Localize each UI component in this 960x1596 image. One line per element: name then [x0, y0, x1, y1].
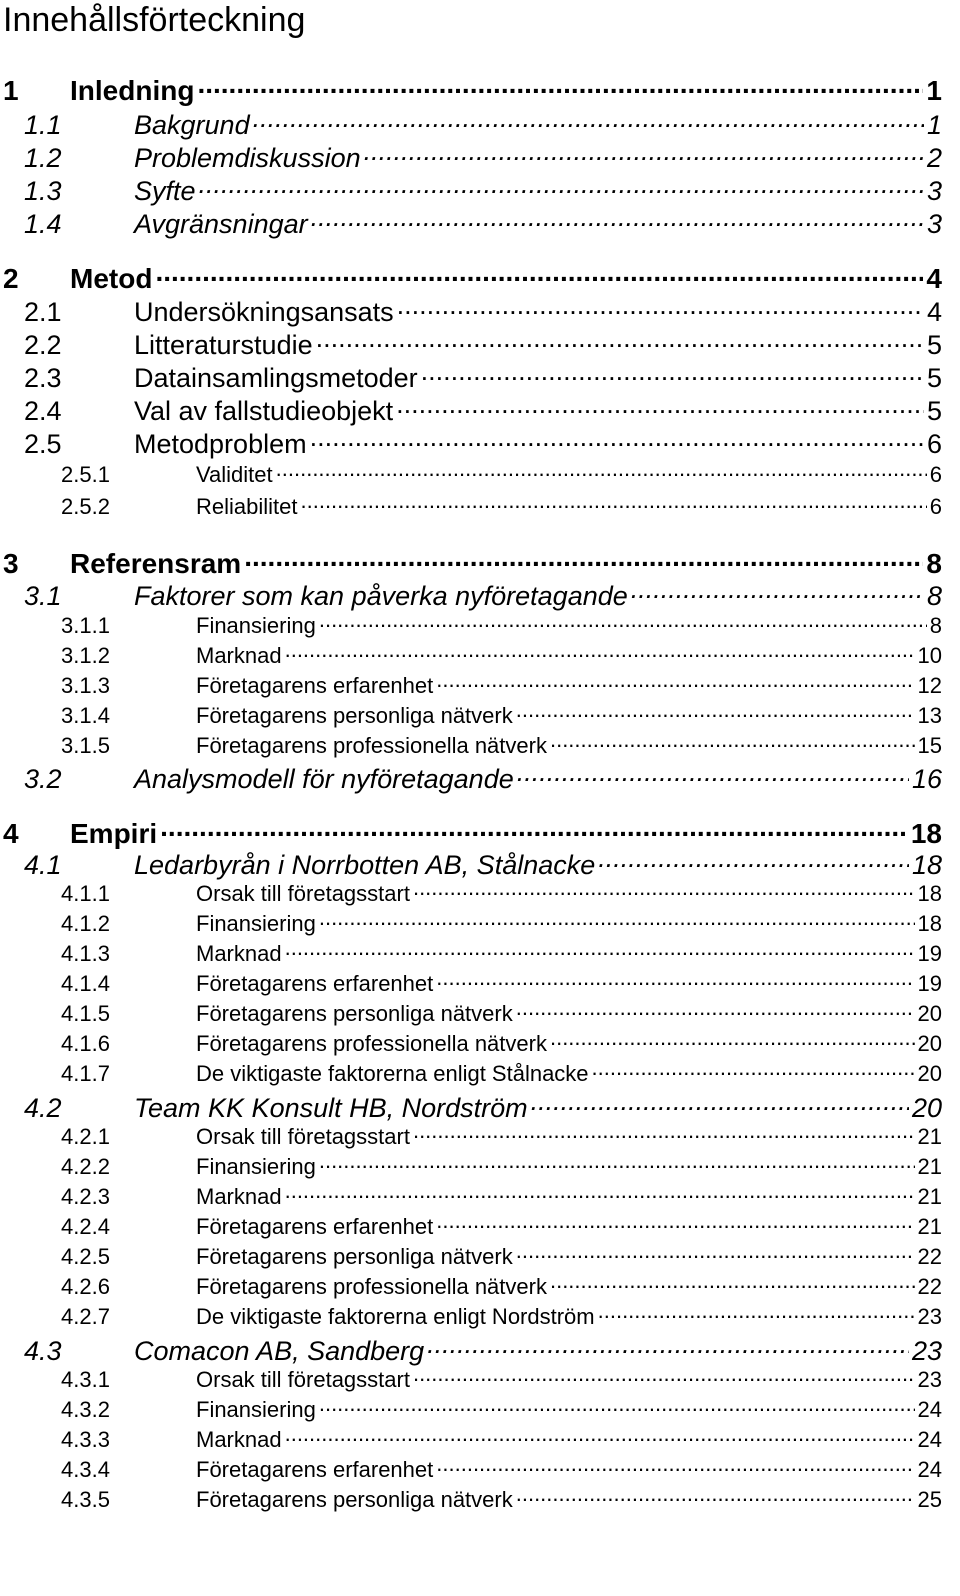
toc-entry-page: 23: [917, 1367, 942, 1392]
dot-leader: [531, 1090, 909, 1117]
toc-entry-number: 4.2.2: [61, 1154, 110, 1179]
toc-entry-page: 3: [926, 176, 942, 206]
toc-entry-page: 23: [911, 1336, 942, 1366]
dot-leader: [631, 578, 924, 605]
toc-entry-page: 15: [917, 733, 942, 758]
toc-entry[interactable]: [61, 969, 942, 997]
toc-entry-page: 5: [926, 396, 942, 426]
toc-entry-number: 4.2.6: [61, 1274, 110, 1299]
toc-entry[interactable]: [3, 260, 942, 294]
toc-entry-title: Finansiering: [196, 1397, 316, 1422]
dot-leader: [550, 1029, 915, 1051]
dot-leader: [301, 492, 927, 514]
toc-entry-title: Företagarens erfarenhet: [196, 971, 434, 996]
dot-leader: [550, 1272, 915, 1294]
toc-entry-number: 4.2.7: [61, 1304, 110, 1329]
dot-leader: [319, 909, 915, 931]
toc-entry-page: 8: [929, 613, 942, 638]
dot-leader: [160, 815, 908, 843]
toc-entry-page: 8: [926, 581, 942, 611]
dot-leader: [550, 731, 915, 753]
toc-entry[interactable]: [24, 140, 942, 172]
toc-entry-number: 1.3: [24, 176, 62, 206]
toc-entry[interactable]: [61, 1485, 942, 1513]
toc-entry-page: 5: [926, 330, 942, 360]
toc-entry[interactable]: [3, 545, 942, 579]
toc-entry-page: 21: [917, 1124, 942, 1149]
toc-entry-number: 4.1.3: [61, 941, 110, 966]
toc-entry-title: Metodproblem: [134, 429, 307, 459]
dot-leader: [421, 360, 924, 387]
toc-entry-page: 24: [917, 1457, 942, 1482]
toc-entry-title: Företagarens professionella nätverk: [196, 733, 547, 758]
toc-entry-title: Empiri: [70, 818, 158, 849]
dot-leader: [155, 260, 923, 288]
toc-entry-number: 1.2: [24, 143, 62, 173]
dot-leader: [310, 426, 924, 453]
toc-entry[interactable]: [24, 1333, 942, 1365]
toc-entry-title: Finansiering: [196, 1154, 316, 1179]
toc-entry-page: 21: [917, 1214, 942, 1239]
toc-entry-number: 4.1.2: [61, 911, 110, 936]
toc-entry-page: 20: [917, 1001, 942, 1026]
toc-entry-page: 16: [911, 764, 942, 794]
dot-leader: [396, 393, 924, 420]
toc-entry-title: Validitet: [196, 462, 273, 487]
toc-entry[interactable]: [61, 1242, 942, 1270]
toc-entry-number: 3.1.5: [61, 733, 110, 758]
dot-leader: [516, 1242, 915, 1264]
toc-entry-number: 3.1.3: [61, 673, 110, 698]
dot-leader: [285, 939, 915, 961]
toc-entry-page: 19: [917, 971, 942, 996]
toc-entry[interactable]: [61, 879, 942, 907]
dot-leader: [285, 641, 915, 663]
toc-entry-number: 1.4: [24, 209, 62, 239]
toc-entry-title: Företagarens personliga nätverk: [196, 1001, 513, 1026]
toc-entry-title: Marknad: [196, 643, 282, 668]
toc-entry-title: Avgränsningar: [134, 209, 308, 239]
toc-entry-page: 6: [929, 494, 942, 519]
toc-entry-number: 2.5: [24, 429, 62, 459]
toc-entry-number: 4.1.1: [61, 881, 110, 906]
dot-leader: [516, 1485, 915, 1507]
toc-entry-number: 2: [3, 263, 19, 294]
dot-leader: [517, 761, 909, 788]
toc-entry-title: Bakgrund: [134, 110, 250, 140]
toc-entry-page: 22: [917, 1244, 942, 1269]
toc-entry[interactable]: [24, 107, 942, 139]
toc-entry[interactable]: [61, 492, 942, 520]
toc-entry[interactable]: [24, 206, 942, 238]
toc-entry-title: Ledarbyrån i Norrbotten AB, Stålnacke: [134, 850, 596, 880]
toc-entry-title: Företagarens erfarenhet: [196, 1214, 434, 1239]
toc-entry-page: 10: [917, 643, 942, 668]
toc-entry-title: De viktigaste faktorerna enligt Stålnacke: [196, 1061, 589, 1086]
toc-entry-page: 6: [929, 462, 942, 487]
toc-entry-page: 20: [917, 1061, 942, 1086]
toc-entry-page: 12: [917, 673, 942, 698]
dot-leader: [285, 1425, 915, 1447]
toc-entry-page: 19: [917, 941, 942, 966]
toc-entry-title: Faktorer som kan påverka nyföretagande: [134, 581, 628, 611]
toc-entry-number: 2.5.1: [61, 462, 110, 487]
toc-entry-number: 3.1: [24, 581, 62, 611]
dot-leader: [253, 107, 924, 134]
toc-entry[interactable]: [61, 1059, 942, 1087]
toc-entry[interactable]: [61, 1365, 942, 1393]
dot-leader: [319, 611, 927, 633]
toc-entry-title: Analysmodell för nyföretagande: [134, 764, 514, 794]
toc-entry[interactable]: [3, 815, 942, 849]
toc-entry[interactable]: [61, 1302, 942, 1330]
toc-entry[interactable]: [61, 1029, 942, 1057]
toc-entry-title: Företagarens personliga nätverk: [196, 703, 513, 728]
toc-entry-page: 5: [926, 363, 942, 393]
toc-entry[interactable]: [61, 1425, 942, 1453]
toc-entry-title: Marknad: [196, 1184, 282, 1209]
toc-entry-page: 20: [917, 1031, 942, 1056]
toc-entry-number: 4.2.3: [61, 1184, 110, 1209]
toc-entry-title: Företagarens erfarenhet: [196, 673, 434, 698]
toc-entry-number: 2.4: [24, 396, 62, 426]
dot-leader: [598, 847, 909, 874]
toc-entry-number: 4.1: [24, 850, 62, 880]
toc-entry-title: De viktigaste faktorerna enligt Nordström: [196, 1304, 595, 1329]
toc-entry-number: 3: [3, 548, 19, 579]
dot-leader: [413, 1365, 915, 1387]
toc-entry-number: 2.1: [24, 297, 62, 327]
dot-leader: [427, 1333, 909, 1360]
toc-entry-number: 2.3: [24, 363, 62, 393]
toc-entry-page: 4: [926, 297, 942, 327]
toc-entry-title: Företagarens personliga nätverk: [196, 1244, 513, 1269]
toc-entry-number: 4.3.2: [61, 1397, 110, 1422]
toc-entry-page: 21: [917, 1184, 942, 1209]
toc-entry-number: 1.1: [24, 110, 62, 140]
toc-entry-page: 23: [917, 1304, 942, 1329]
toc-entry-page: 24: [917, 1397, 942, 1422]
toc-entry-page: 24: [917, 1427, 942, 1452]
dot-leader: [598, 1302, 915, 1324]
toc-entry-page: 6: [926, 429, 942, 459]
toc-entry-title: Datainsamlingsmetoder: [134, 363, 418, 393]
toc-entry[interactable]: [61, 731, 942, 759]
toc-entry-title: Marknad: [196, 1427, 282, 1452]
page-title: Innehållsförteckning: [3, 1, 306, 39]
toc-entry-number: 4.1.7: [61, 1061, 110, 1086]
dot-leader: [316, 327, 924, 354]
toc-entry-number: 4.3.4: [61, 1457, 110, 1482]
toc-entry-page: 22: [917, 1274, 942, 1299]
toc-entry-number: 3.1.2: [61, 643, 110, 668]
toc-entry[interactable]: [61, 611, 942, 639]
dot-leader: [436, 969, 914, 991]
toc-entry-page: 13: [917, 703, 942, 728]
toc-entry-title: Företagarens personliga nätverk: [196, 1487, 513, 1512]
toc-entry-page: 2: [926, 143, 942, 173]
toc-entry-title: Team KK Konsult HB, Nordström: [134, 1093, 528, 1123]
toc-entry-page: 25: [917, 1487, 942, 1512]
toc-entry-page: 18: [910, 818, 942, 849]
dot-leader: [199, 173, 924, 200]
toc-entry-number: 4.3.3: [61, 1427, 110, 1452]
toc-entry-number: 4: [3, 818, 19, 849]
toc-entry-title: Referensram: [70, 548, 242, 579]
toc-entry[interactable]: [61, 641, 942, 669]
dot-leader: [397, 294, 924, 321]
toc-entry-title: Undersökningsansats: [134, 297, 394, 327]
toc-entry-number: 2.2: [24, 330, 62, 360]
toc-entry-page: 18: [911, 850, 942, 880]
dot-leader: [592, 1059, 915, 1081]
toc-entry[interactable]: [61, 1455, 942, 1483]
toc-entry-page: 20: [911, 1093, 942, 1123]
toc-entry-title: Reliabilitet: [196, 494, 298, 519]
toc-entry-page: 4: [926, 263, 942, 294]
toc-entry[interactable]: [24, 426, 942, 458]
toc-entry[interactable]: [61, 1152, 942, 1180]
toc-entry-title: Företagarens erfarenhet: [196, 1457, 434, 1482]
toc-entry-number: 3.1.4: [61, 703, 110, 728]
toc-entry-number: 4.2.5: [61, 1244, 110, 1269]
dot-leader: [285, 1182, 915, 1204]
toc-entry-number: 1: [3, 75, 19, 106]
toc-entry[interactable]: [61, 671, 942, 699]
toc-entry-number: 4.2: [24, 1093, 62, 1123]
toc-entry-number: 4.1.5: [61, 1001, 110, 1026]
toc-entry-page: 8: [926, 548, 942, 579]
toc-entry-title: Syfte: [134, 176, 196, 206]
toc-entry[interactable]: [61, 1272, 942, 1300]
toc-entry-number: 4.2.1: [61, 1124, 110, 1149]
dot-leader: [364, 140, 924, 167]
toc-entry-title: Litteraturstudie: [134, 330, 313, 360]
toc-entry[interactable]: [24, 578, 942, 610]
toc-entry[interactable]: [61, 460, 942, 488]
toc-entry-page: 18: [917, 911, 942, 936]
toc-entry[interactable]: [24, 327, 942, 359]
toc-entry-title: Finansiering: [196, 911, 316, 936]
toc-entry[interactable]: [61, 1212, 942, 1240]
dot-leader: [311, 206, 924, 233]
toc-entry-page: 1: [926, 75, 942, 106]
toc-entry[interactable]: [24, 761, 942, 793]
toc-entry-number: 4.1.4: [61, 971, 110, 996]
dot-leader: [436, 671, 914, 693]
toc-entry-title: Val av fallstudieobjekt: [134, 396, 394, 426]
toc-entry-title: Problemdiskussion: [134, 143, 361, 173]
toc-entry-title: Företagarens professionella nätverk: [196, 1031, 547, 1056]
toc-entry[interactable]: [24, 173, 942, 205]
toc-entry-title: Finansiering: [196, 613, 316, 638]
toc-entry-title: Företagarens professionella nätverk: [196, 1274, 547, 1299]
dot-leader: [413, 879, 915, 901]
toc-entry-page: 21: [917, 1154, 942, 1179]
toc-entry[interactable]: [61, 1182, 942, 1210]
toc-entry-page: 1: [926, 110, 942, 140]
dot-leader: [413, 1122, 915, 1144]
toc-entry[interactable]: [61, 939, 942, 967]
dot-leader: [197, 72, 923, 100]
toc-entry-number: 3.1.1: [61, 613, 110, 638]
toc-entry-title: Inledning: [70, 75, 195, 106]
toc-entry[interactable]: [24, 393, 942, 425]
toc-entry[interactable]: [61, 909, 942, 937]
toc-entry-number: 4.2.4: [61, 1214, 110, 1239]
dot-leader: [276, 460, 927, 482]
toc-entry[interactable]: [61, 701, 942, 729]
toc-entry-number: 4.3.5: [61, 1487, 110, 1512]
toc-entry[interactable]: [24, 360, 942, 392]
dot-leader: [436, 1455, 914, 1477]
toc-entry[interactable]: [3, 72, 942, 106]
toc-entry[interactable]: [24, 847, 942, 879]
toc-entry-page: 18: [917, 881, 942, 906]
toc-entry-title: Orsak till företagsstart: [196, 1124, 410, 1149]
toc-entry-title: Comacon AB, Sandberg: [134, 1336, 425, 1366]
toc-entry[interactable]: [61, 999, 942, 1027]
dot-leader: [516, 999, 915, 1021]
dot-leader: [516, 701, 915, 723]
toc-entry[interactable]: [61, 1122, 942, 1150]
dot-leader: [244, 545, 923, 573]
toc-entry[interactable]: [61, 1395, 942, 1423]
toc-entry-title: Metod: [70, 263, 153, 294]
toc-entry-number: 2.5.2: [61, 494, 110, 519]
toc-entry-number: 4.3: [24, 1336, 62, 1366]
toc-entry-title: Orsak till företagsstart: [196, 1367, 410, 1392]
toc-entry[interactable]: [24, 1090, 942, 1122]
toc-entry-number: 4.1.6: [61, 1031, 110, 1056]
toc-entry-title: Orsak till företagsstart: [196, 881, 410, 906]
toc-entry-number: 4.3.1: [61, 1367, 110, 1392]
dot-leader: [319, 1152, 915, 1174]
toc-entry[interactable]: [24, 294, 942, 326]
dot-leader: [319, 1395, 915, 1417]
toc-entry-page: 3: [926, 209, 942, 239]
toc-entry-title: Marknad: [196, 941, 282, 966]
dot-leader: [436, 1212, 914, 1234]
toc-entry-number: 3.2: [24, 764, 62, 794]
